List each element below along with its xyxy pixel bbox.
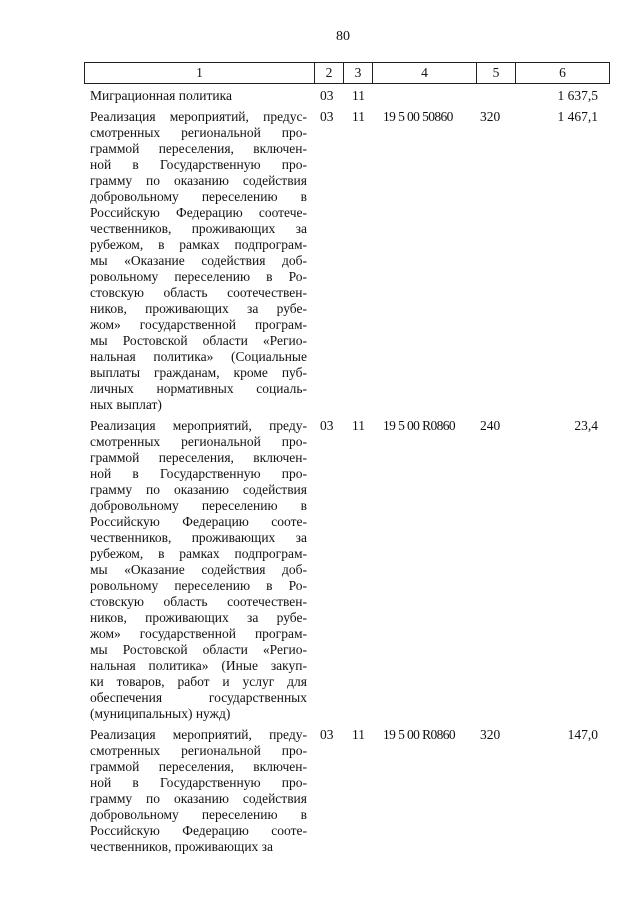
row-name-line: ников, проживающих за рубе- [90,301,307,316]
row-name-line: грамму по оказанию содействия [90,791,307,806]
row-name-line: грамму по оказанию содействия [90,482,307,497]
row-name-line: мы «Оказание содействия доб- [90,253,307,268]
row-name-line: (муниципальных) нужд) [90,706,231,721]
row-name-line: стовскую область соотечествен- [90,594,307,609]
row-amount: 1 467,1 [557,109,598,124]
row-section-code: 03 [320,109,334,124]
row-name-line: добровольному переселению в [90,498,307,513]
table-row [90,418,603,722]
row-section-code: 03 [320,418,334,433]
row-name [90,109,307,413]
row-name-line: рубежом, в рамках подпрограм- [90,237,307,252]
row-subsection-code: 11 [352,88,365,103]
row-name-line: стовскую область соотечествен- [90,285,307,300]
row-name-line: смотренных региональной про- [90,125,307,140]
row-target-article: 19 5 00 R0860 [383,418,456,433]
row-name-line: Российскую Федерацию сооте- [90,823,307,838]
row-name-line: Российскую Федерацию сооте- [90,514,307,529]
row-name-line: ровольному переселению в Ро- [90,269,307,284]
row-name-line: чественников, проживающих за [90,221,307,236]
row-name-line: нальная политика» (Социальные [90,349,307,364]
row-name-line: ной в Государственную про- [90,775,307,790]
row-name-line: граммой переселения, включен- [90,141,307,156]
row-name-line: обеспечения государственных [90,690,307,705]
table-row [90,88,603,104]
row-name-line: ровольному переселению в Ро- [90,578,307,593]
row-name-line: ки товаров, работ и услуг для [90,674,307,689]
column-header-1: 1 [85,63,315,84]
row-expense-type: 320 [480,109,501,124]
row-name-line: граммой переселения, включен- [90,450,307,465]
row-name-line: Миграционная политика [90,88,232,103]
table-row [90,109,603,413]
row-name-line: чественников, проживающих за [90,530,307,545]
row-name-line: нальная политика» (Иные закуп- [90,658,307,673]
row-name-line: Реализация мероприятий, предус- [90,109,307,124]
row-name-line: чественников, проживающих за [90,839,274,854]
row-expense-type: 320 [480,727,501,742]
row-subsection-code: 11 [352,418,365,433]
table-row [90,727,603,855]
row-target-article: 19 5 00 R0860 [383,727,456,742]
row-name-line: смотренных региональной про- [90,434,307,449]
row-name-line: жом» государственной програм- [90,317,307,332]
row-name [90,727,307,855]
row-amount: 1 637,5 [557,88,598,103]
row-name-line: граммой переселения, включен- [90,759,307,774]
row-section-code: 03 [320,88,334,103]
row-name-line: Реализация мероприятий, преду- [90,418,307,433]
row-section-code: 03 [320,727,334,742]
row-name-line: рубежом, в рамках подпрограм- [90,546,307,561]
row-name-line: мы Ростовской области «Регио- [90,642,307,657]
row-name-line: личных нормативных социаль- [90,381,307,396]
column-header-2: 2 [315,63,344,84]
row-name-line: жом» государственной програм- [90,626,307,641]
row-subsection-code: 11 [352,109,365,124]
row-name-line: ной в Государственную про- [90,466,307,481]
column-header-4: 4 [373,63,477,84]
row-subsection-code: 11 [352,727,365,742]
row-name-line: добровольному переселению в [90,807,307,822]
row-name-line: грамму по оказанию содействия [90,173,307,188]
budget-table-body [90,88,603,860]
column-header-6: 6 [516,63,610,84]
column-header-row [85,63,610,84]
row-expense-type: 240 [480,418,501,433]
row-name-line: мы Ростовской области «Регио- [90,333,307,348]
row-name-line: ных выплат) [90,397,162,412]
row-name-line: ников, проживающих за рубе- [90,610,307,625]
row-amount: 147,0 [567,727,598,742]
row-name-line: Реализация мероприятий, преду- [90,727,307,742]
row-target-article: 19 5 00 50860 [383,109,453,124]
row-name [90,88,307,104]
row-amount: 23,4 [574,418,598,433]
row-name-line: добровольному переселению в [90,189,307,204]
row-name-line: мы «Оказание содействия доб- [90,562,307,577]
page-number: 80 [336,29,350,44]
row-name-line: выплаты гражданам, кроме пуб- [90,365,307,380]
column-header-table [84,62,610,84]
row-name [90,418,307,722]
row-name-line: ной в Государственную про- [90,157,307,172]
row-name-line: смотренных региональной про- [90,743,307,758]
column-header-5: 5 [477,63,516,84]
column-header-3: 3 [344,63,373,84]
row-name-line: Российскую Федерацию соотече- [90,205,307,220]
